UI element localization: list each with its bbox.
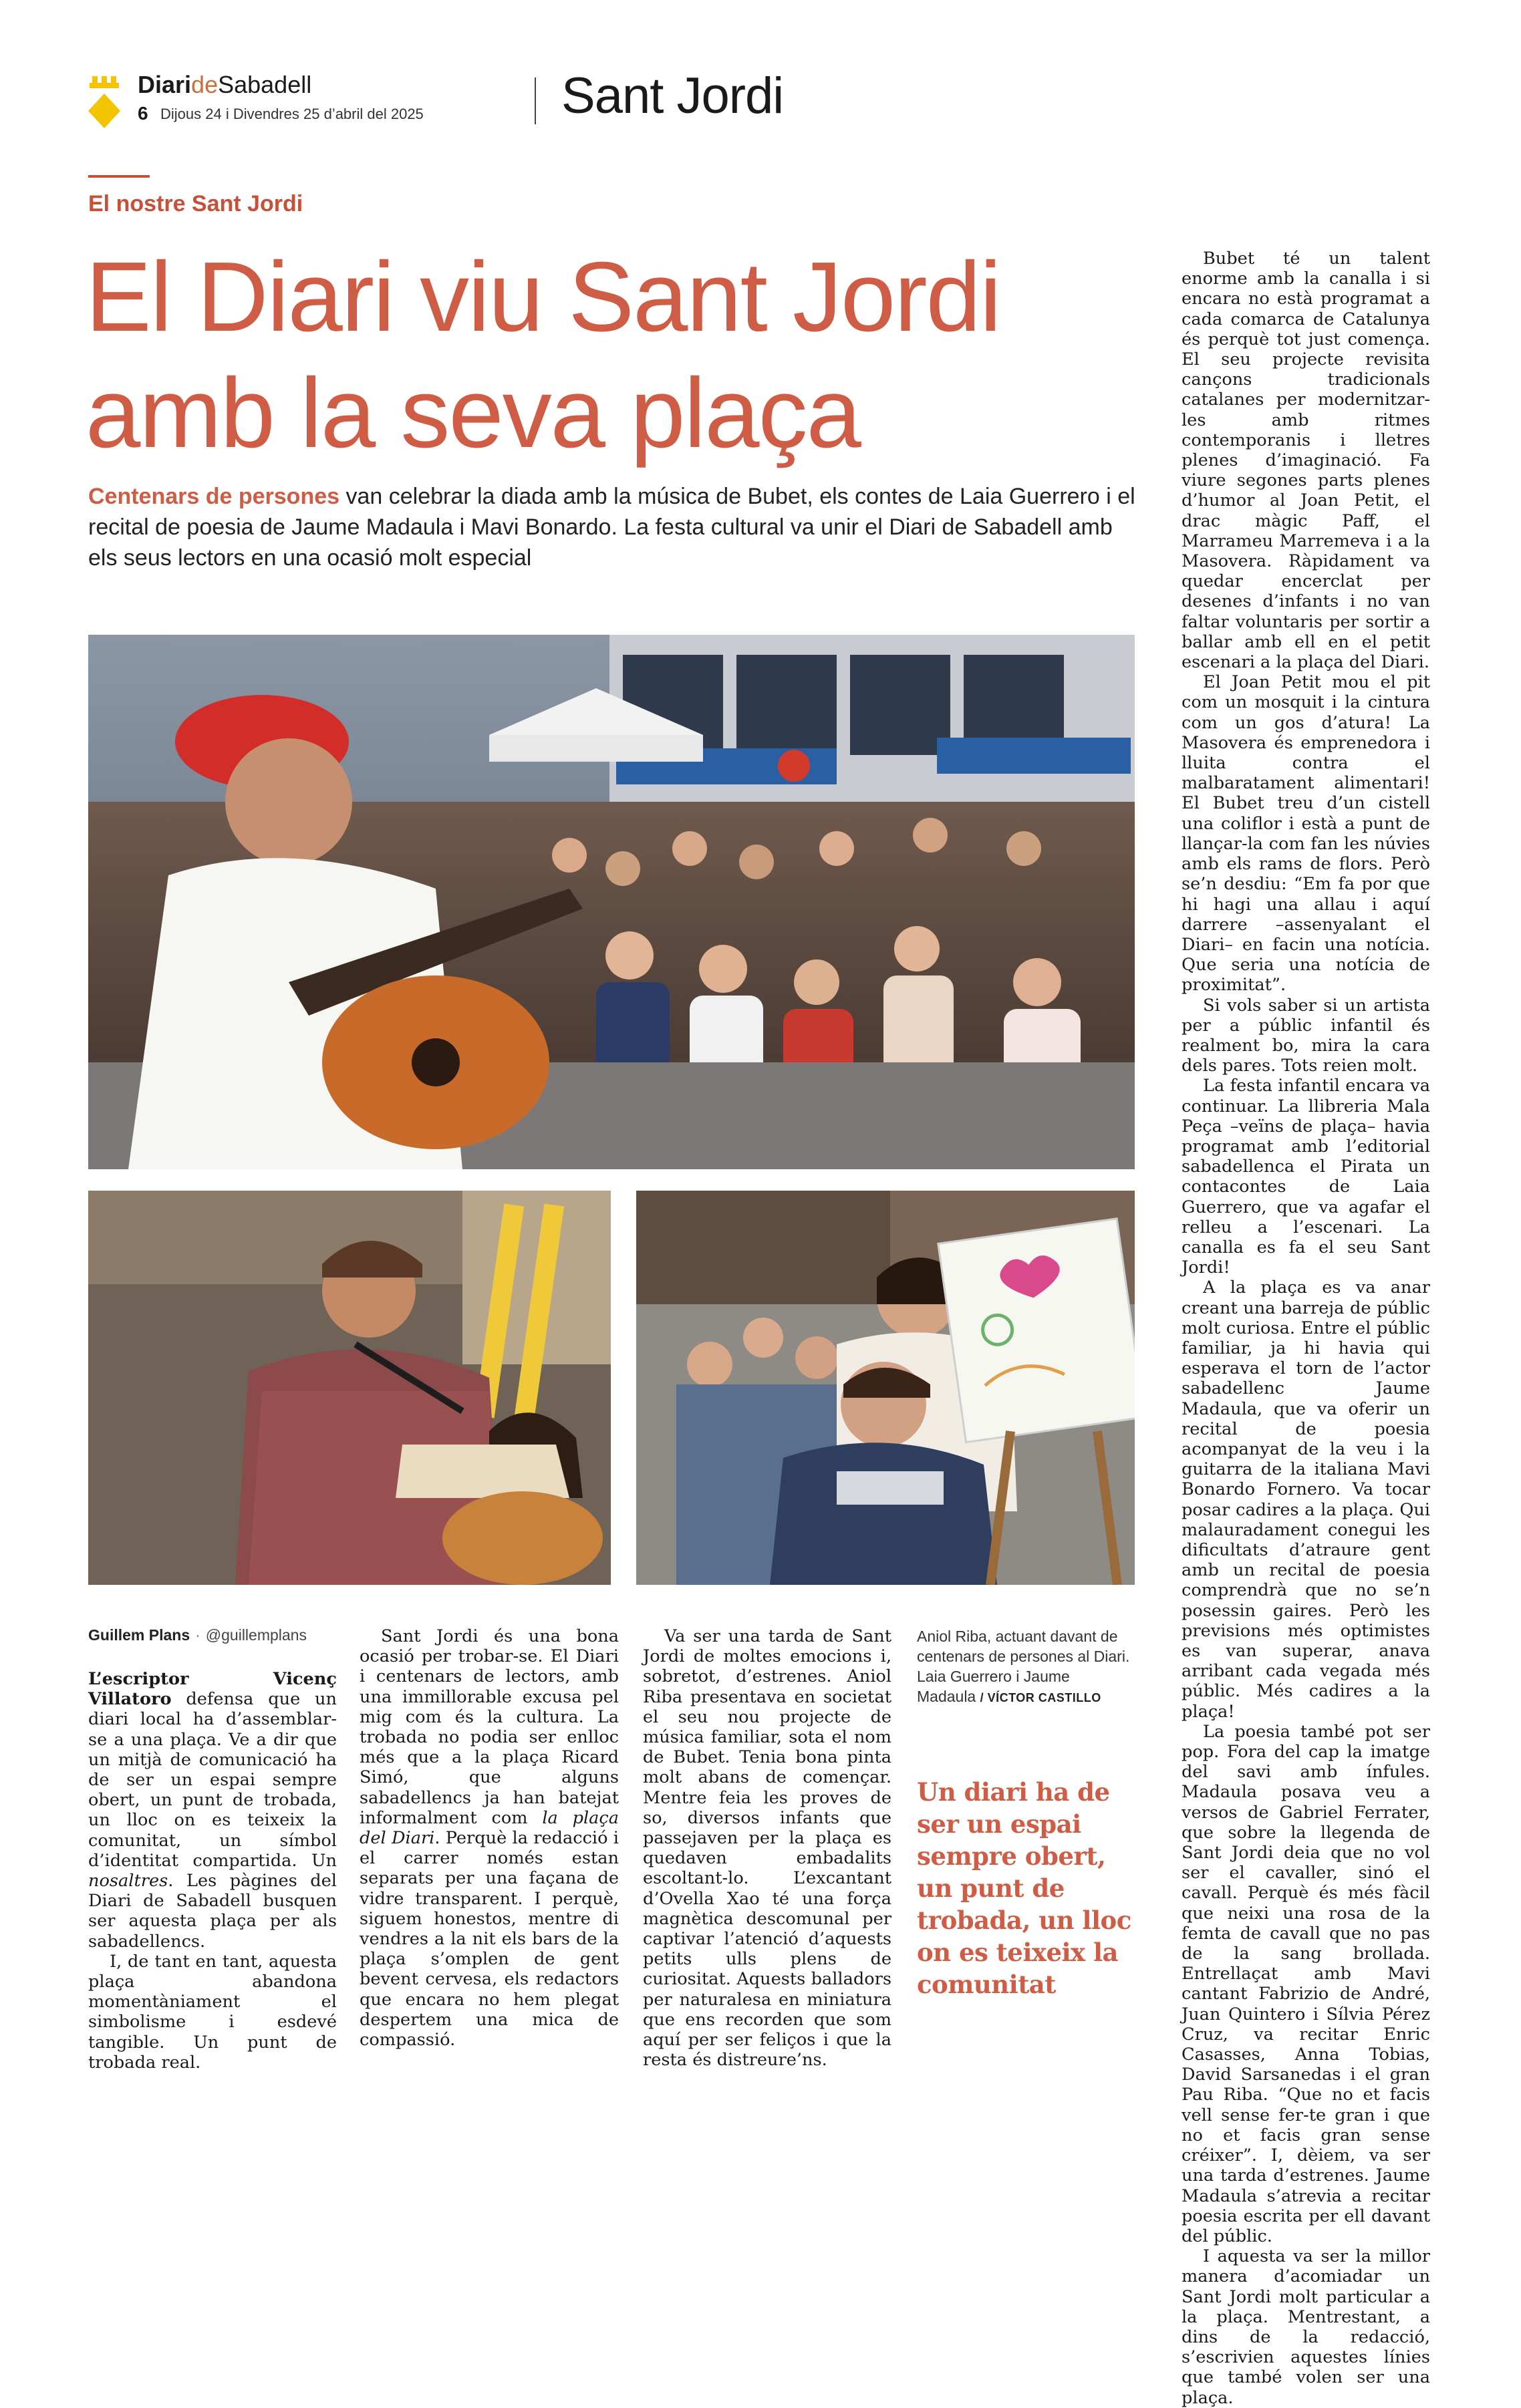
photo-storytelling-kids <box>636 1191 1135 1585</box>
caption-text: Aniol Riba, actuant davant de centenars de persones al Diari. Laia Guerrero i Jaume Madaula <box>917 1628 1130 1705</box>
body-paragraph: I aquesta va ser la millor manera d’acomiadar un Sant Jordi molt particular a la plaça. Mentrestant, a dins de la redacció, s’escrivien aquestes línies que també volen ser una plaça. <box>1182 2246 1430 2408</box>
body-column-3 <box>643 1626 891 2070</box>
photo-caption <box>917 1626 1131 1708</box>
byline-separator: · <box>195 1626 200 1644</box>
main-photo-concert <box>88 635 1135 1169</box>
body-paragraph: La festa infantil encara va continuar. La llibreria Mala Peça –veïns de plaça– havia programat amb l’editorial sabadellenca el Pirata un contacontes de Laia Guerrero, que va agafar el relleu a l’escenari. La canalla es fa el seu Sant Jordi! <box>1182 1076 1430 1278</box>
body-column-1 <box>88 1669 337 2073</box>
body-paragraph: L’escriptor Vicenç Villatoro defensa que un diari local ha d’assemblar-se a una plaça. Ve a dir que un mitjà de comunicació ha de ser un espai sempre obert, un punt de trobada, un lloc on es teixeix la comunitat, un símbol d’identitat compartida. Un nosaltres. Les pàgines del Diari de Sabadell busquen ser aquesta plaça per als sabadellencs. <box>88 1669 337 1952</box>
byline-author: Guillem Plans <box>88 1626 190 1644</box>
masthead-divider <box>535 78 536 124</box>
body-paragraph: Si vols saber si un artista per a públic infantil és realment bo, mira la cara dels pares. Tots reien molt. <box>1182 995 1430 1076</box>
kicker-rule <box>88 175 150 178</box>
section-name: Sant Jordi <box>561 67 784 124</box>
kicker: El nostre Sant Jordi <box>88 191 303 216</box>
body-paragraph: Va ser una tarda de Sant Jordi de moltes emocions i, sobretot, d’estrenes. Aniol Riba presentava en societat el seu nou projecte de música familiar, sota el nom de Bubet. Tenia bona pinta molt abans de començar. Mentre feia les proves de so, diversos infants que passejaven per la plaça es quedaven embadalits escoltant-lo. L’excantant d’Ovella Xao té una força magnètica descomunal per captivar l’atenció d’aquests petits ulls plens de curiositat. Aquests balladors per naturalesa en miniatura que ens recorden que som aquí per ser feliços i que la resta és distreure’ns. <box>643 1626 891 2071</box>
body-paragraph: La poesia també pot ser pop. Fora del cap la imatge del savi amb ínfules. Madaula posava veu a versos de Gabriel Ferrater, que sobre la llegenda de Sant Jordi deia que no vol ser el cavaller, sinó el cavall. Perquè és més fàcil que neixi una rosa de la femta de cavall que no pas de la sang brollada. Entrellaçat amb Mavi cantant Fabrizio de André, Juan Quintero i Sílvia Pérez Cruz, va recitar Enric Casasses, Anna Tobias, David Sarsanedas i el gran Pau Riba. “Que no et facis vell sense fer-te gran i que no et facis gran sense créixer”. I, dèiem, va ser una tarda d’estrenes. Jaume Madaula s’atrevia a recitar poesia escrita per ell davant del públic. <box>1182 1721 1430 2246</box>
body-column-4 <box>1182 249 1430 2408</box>
lead-in: L’escriptor Vicenç Villatoro <box>88 1669 337 1710</box>
body-paragraph: A la plaça es va anar creant una barreja de públic molt curiosa. Entre el públic familiar, ja hi havia qui esperava el torn de l’actor sabadellenc Jaume Madaula, que va oferir un recital de poesia acompanyat de la veu i la guitarra de la italiana Mavi Bonardo Fornero. Va tocar posar cadires a la plaça. Qui malauradament conegui les dificultats d’atraure gent amb un recital de poesia comprendrà que no se’n posessin gaires. Però les previsions més optimistes es van superar, anava arribant cada vegada més públic. Més cadires a la plaça! <box>1182 1277 1430 1722</box>
headline-line-1: El Diari viu Sant Jordi <box>86 242 1000 352</box>
issue-date: Dijous 24 i Divendres 25 d’abril del 2025 <box>160 106 424 122</box>
pull-quote: Un diari ha de ser un espai sempre obert, un punt de trobada, un lloc on es teixeix la comunitat <box>917 1777 1131 1999</box>
standfirst <box>88 481 1137 573</box>
body-column-2 <box>360 1626 619 2050</box>
standfirst-text: van celebrar la diada amb la música de Bubet, els contes de Laia Guerrero i el recital de poesia de Jaume Madaula i Mavi Bonardo. La festa cultural va unir el Diari de Sabadell amb els seus lectors en una ocasió molt especial <box>88 484 1135 571</box>
body-paragraph: Sant Jordi és una bona ocasió per trobar-se. El Diari i centenars de lectors, amb una immillorable excusa pel mig com és la cultura. La trobada no podia ser enlloc més que a la plaça Ricard Simó, que alguns sabadellencs ja han batejat informalment com la plaça del Diari. Perquè la redacció i el carrer només estan separats per una façana de vidre transparent. I perquè, siguem honestos, mentre di vendres a la nit els bars de la plaça s’omplen de gent bevent cervesa, els redactors que encara no hem plegat despertem una mica de compassió. <box>360 1626 619 2051</box>
photo-poetry-recital <box>88 1191 611 1585</box>
standfirst-lead: Centenars de persones <box>88 484 340 509</box>
body-paragraph: I, de tant en tant, aquesta plaça abandona momentàniament el simbolisme i esdevé tangible. Un punt de trobada real. <box>88 1951 337 2073</box>
page-number: 6 <box>138 103 148 124</box>
byline <box>88 1626 307 1644</box>
byline-handle: @guillemplans <box>205 1626 307 1644</box>
headline-line-2: amb la seva plaça <box>86 358 860 468</box>
diari-de-sabadell-logo-mark <box>87 76 122 128</box>
headline <box>86 239 1155 472</box>
photo-credit: / VÍCTOR CASTILLO <box>980 1691 1101 1704</box>
masthead-brand: DiarideSabadell <box>138 71 312 98</box>
body-paragraph: El Joan Petit mou el pit com un mosquit i la cintura com un gos d’atura! La Masovera és emprenedora i lluita contra el malbaratament alimentari! El Bubet treu d’un cistell una coliflor i està a punt de llançar-la com fan les núvies amb els rams de flors. Però se’n desdiu: “Em fa por que hi hagi una allau i aquí darrere –assenyalant el Diari– en facin una notícia. Que seria una notícia de proximitat”. <box>1182 672 1430 996</box>
body-paragraph: Bubet té un talent enorme amb la canalla i si encara no està programat a cada comarca de Catalunya és perquè tot just comença. El seu projecte revisita cançons tradicionals catalanes per modernitzar-les amb ritmes contemporanis i lletres plenes d’imaginació. Fa viure segones parts plenes d’humor al Joan Petit, el drac màgic Paff, el Marrameu Marremeva i a la Masovera. Ràpidament va quedar encerclat per desenes d’infants i no van faltar voluntaris per sortir a ballar amb ell en el petit escenari a la plaça del Diari. <box>1182 249 1430 673</box>
